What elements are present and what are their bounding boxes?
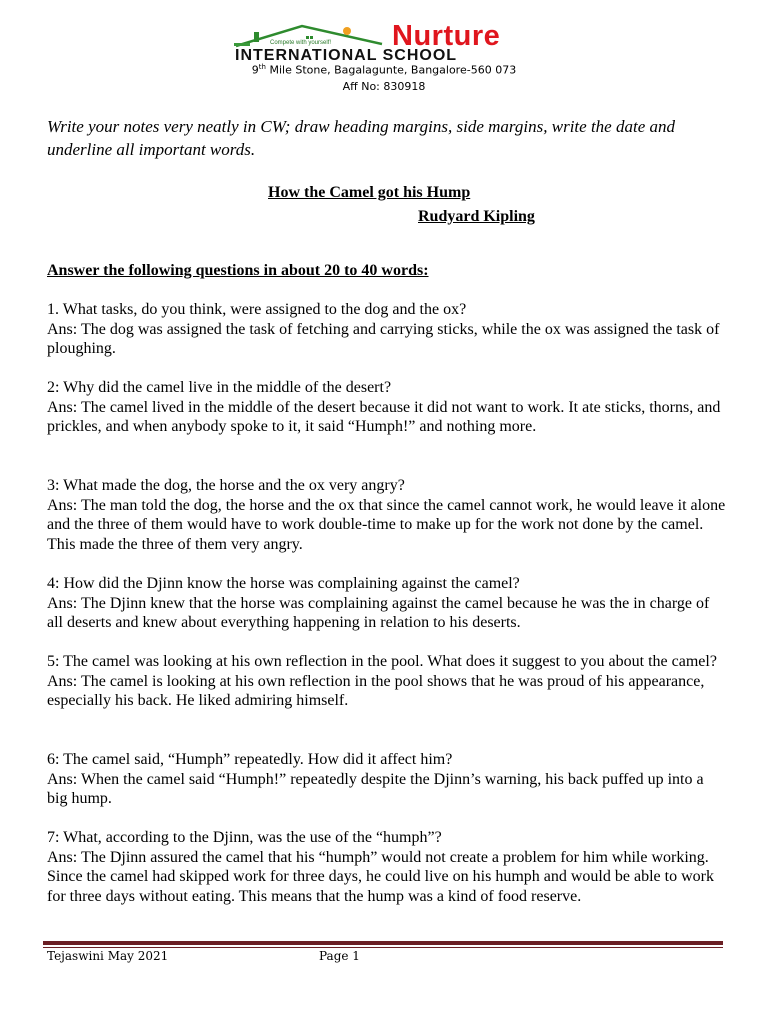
answer: Ans: The Djinn assured the camel that his “humph” would not create a problem for him while working. Since the camel had skipped work for three days, he could live on his humph and would be able to work for three days without eating. This means that the hump was a kind of food reserve. [47, 848, 714, 905]
page-number: Page 1 [319, 949, 360, 963]
qa-item [47, 652, 727, 711]
answer: Ans: The man told the dog, the horse and the ox that since the camel cannot work, he would leave it alone and the three of them would have to work double-time to make up for the work not done by the camel. This made the three of them very angry. [47, 496, 726, 553]
answer: Ans: The camel lived in the middle of the desert because it did not want to work. It ate sticks, thorns, and prickles, and when anybody spoke to it, it said “Humph!” and nothing more. [47, 398, 721, 436]
answer: Ans: The dog was assigned the task of fetching and carrying sticks, while the ox was assigned the task of ploughing. [47, 320, 720, 358]
school-address: 9th Mile Stone, Bagalagunte, Bangalore-560 073 [251, 63, 517, 77]
affiliation-number: Aff No: 830918 [342, 80, 426, 93]
logo-name: Nurture [392, 20, 501, 52]
qa-item [47, 750, 727, 809]
logo-tagline: Compete with yourself! [270, 40, 332, 46]
story-author: Rudyard Kipling [418, 208, 535, 225]
qa-item [47, 476, 727, 554]
qa-item [47, 378, 727, 437]
answer: Ans: The camel is looking at his own reflection in the pool shows that he was proud of his appearance, especially his back. He liked admiring himself. [47, 672, 705, 710]
answer: Ans: The Djinn knew that the horse was complaining against the camel because he was the in charge of all deserts and knew about everything happening in relation to his deserts. [47, 594, 710, 632]
footer-rule [43, 941, 723, 945]
qa-item [47, 828, 727, 906]
question: 3: What made the dog, the horse and the ox very angry? [47, 477, 405, 494]
footer-author-date: Tejaswini May 2021 [47, 949, 169, 963]
question: 2: Why did the camel live in the middle of the desert? [47, 379, 392, 396]
school-logo [232, 20, 537, 64]
footer-rule-thin [43, 947, 723, 948]
question: 7: What, according to the Djinn, was the use of the “humph”? [47, 829, 442, 846]
answer: Ans: When the camel said “Humph!” repeatedly despite the Djinn’s warning, his back puffed up into a big hump. [47, 770, 704, 808]
question: 1. What tasks, do you think, were assigned to the dog and the ox? [47, 301, 467, 318]
story-title: How the Camel got his Hump [268, 184, 471, 201]
qa-item [47, 574, 727, 633]
question: 6: The camel said, “Humph” repeatedly. How did it affect him? [47, 751, 453, 768]
qa-item [47, 300, 727, 359]
question: 4: How did the Djinn know the horse was complaining against the camel? [47, 575, 520, 592]
instructions: Write your notes very neatly in CW; draw heading margins, side margins, write the date and underline all important words. [47, 117, 675, 159]
section-heading: Answer the following questions in about 20 to 40 words: [47, 262, 429, 279]
question: 5: The camel was looking at his own reflection in the pool. What does it suggest to you about the camel? [47, 653, 717, 670]
logo-subtitle: INTERNATIONAL SCHOOL [235, 47, 458, 64]
